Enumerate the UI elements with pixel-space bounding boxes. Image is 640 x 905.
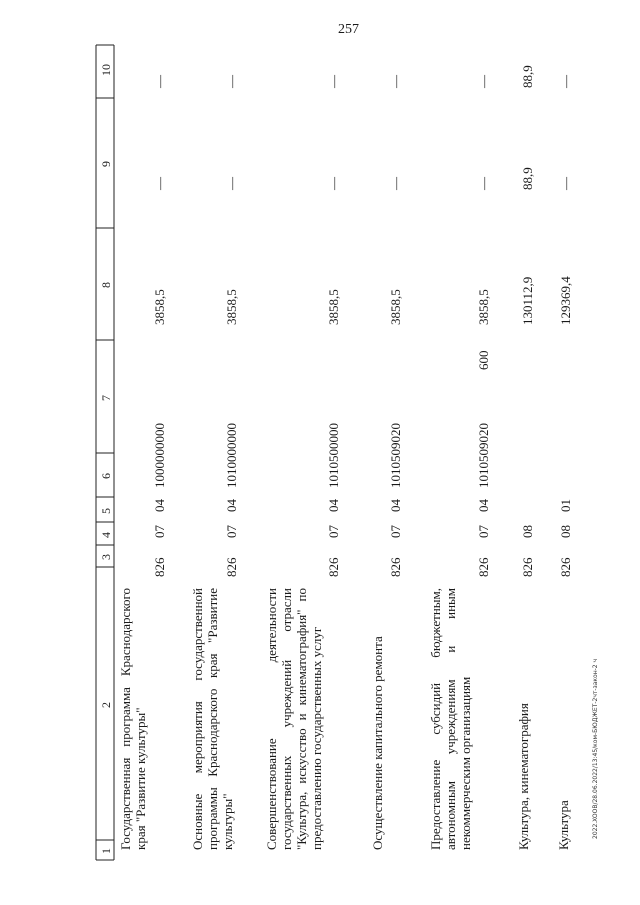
row-6-c10: 88,9 [520,65,535,88]
row-1-c9: — [152,177,167,190]
row-4-c6: 1010509020 [388,423,403,488]
row-2-c6: 1010000000 [224,423,239,488]
row-2-c3: 826 [224,557,239,577]
page-number: 257 [338,22,359,37]
row-4-c10: — [388,75,403,88]
row-4-c5: 04 [388,499,403,512]
row-7-c4: 08 [558,525,573,538]
row-6-name: Культура, кинематография [516,703,531,850]
row-1-c3: 826 [152,557,167,577]
row-6-c4: 08 [520,525,535,538]
header-cell-5: 5 [99,507,113,514]
row-1-c6: 1000000000 [152,423,167,488]
row-2-c10: — [224,75,239,88]
header-cell-6: 6 [99,473,113,479]
row-3-c3: 826 [326,557,341,577]
row-2-c8: 3858,5 [224,289,239,325]
row-1-c10: — [152,75,167,88]
header-cell-9: 9 [99,161,113,167]
row-2-name: Основные мероприятия государственной программы Краснодарского края "Развитие культуры" [190,588,235,850]
row-2-c5: 04 [224,499,239,512]
header-cell-8: 8 [99,282,113,288]
row-5-c9: — [476,177,491,190]
row-1-c5: 04 [152,499,167,512]
row-1-name: Государственная программа Краснодарского края "Развитие культуры" [118,588,148,850]
row-5-c4: 07 [476,525,491,538]
footer-code-text: 2022.XOOB/28.06.2022/13:45/ком-БЮДЖЕТ-2чт-закон-2 ч [592,658,599,839]
row-7-c3: 826 [558,557,573,577]
row-3-c8: 3858,5 [326,289,341,325]
row-4-c3: 826 [388,557,403,577]
row-7-c5: 01 [558,499,573,512]
row-7-c10: — [558,75,573,88]
header-cell-7: 7 [99,394,113,401]
row-5-c6: 1010509020 [476,423,491,488]
row-3-c6: 1010500000 [326,423,341,488]
row-6-c3: 826 [520,557,535,577]
row-5-c3: 826 [476,557,491,577]
row-6-c8: 130112,9 [520,276,535,325]
row-5-c5: 04 [476,499,491,512]
row-5-name: Предоставление субсидий бюджетным, автономным учреждениям и иным некоммерческим организациям [428,588,473,850]
row-5-c8: 3858,5 [476,289,491,325]
header-cell-3: 3 [99,554,113,560]
row-3-name: Совершенствование деятельности государственных учреждений отрасли "Культура, искусство и кинематография" по предоставлению государственных услуг [264,588,324,850]
row-3-c10: — [326,75,341,88]
row-5-c10: — [476,75,491,88]
row-3-c9: — [326,177,341,190]
row-7-c9: — [558,177,573,190]
row-3-c4: 07 [326,525,341,538]
row-4-c9: — [388,177,403,190]
row-5-c7: 600 [476,350,491,370]
row-7-c8: 129369,4 [558,276,573,325]
row-1-c8: 3858,5 [152,289,167,325]
header-cell-4: 4 [99,531,113,538]
header-cell-1: 1 [99,848,113,854]
row-2-c4: 07 [224,525,239,538]
row-3-c5: 04 [326,499,341,512]
row-2-c9: — [224,177,239,190]
row-4-c4: 07 [388,525,403,538]
row-7-name: Культура [556,800,571,850]
row-4-name: Осуществление капитального ремонта [370,636,385,850]
header-cell-2: 2 [99,701,113,708]
row-1-c4: 07 [152,525,167,538]
row-4-c8: 3858,5 [388,289,403,325]
header-cell-10: 10 [99,63,113,76]
row-6-c9: 88,9 [520,167,535,190]
